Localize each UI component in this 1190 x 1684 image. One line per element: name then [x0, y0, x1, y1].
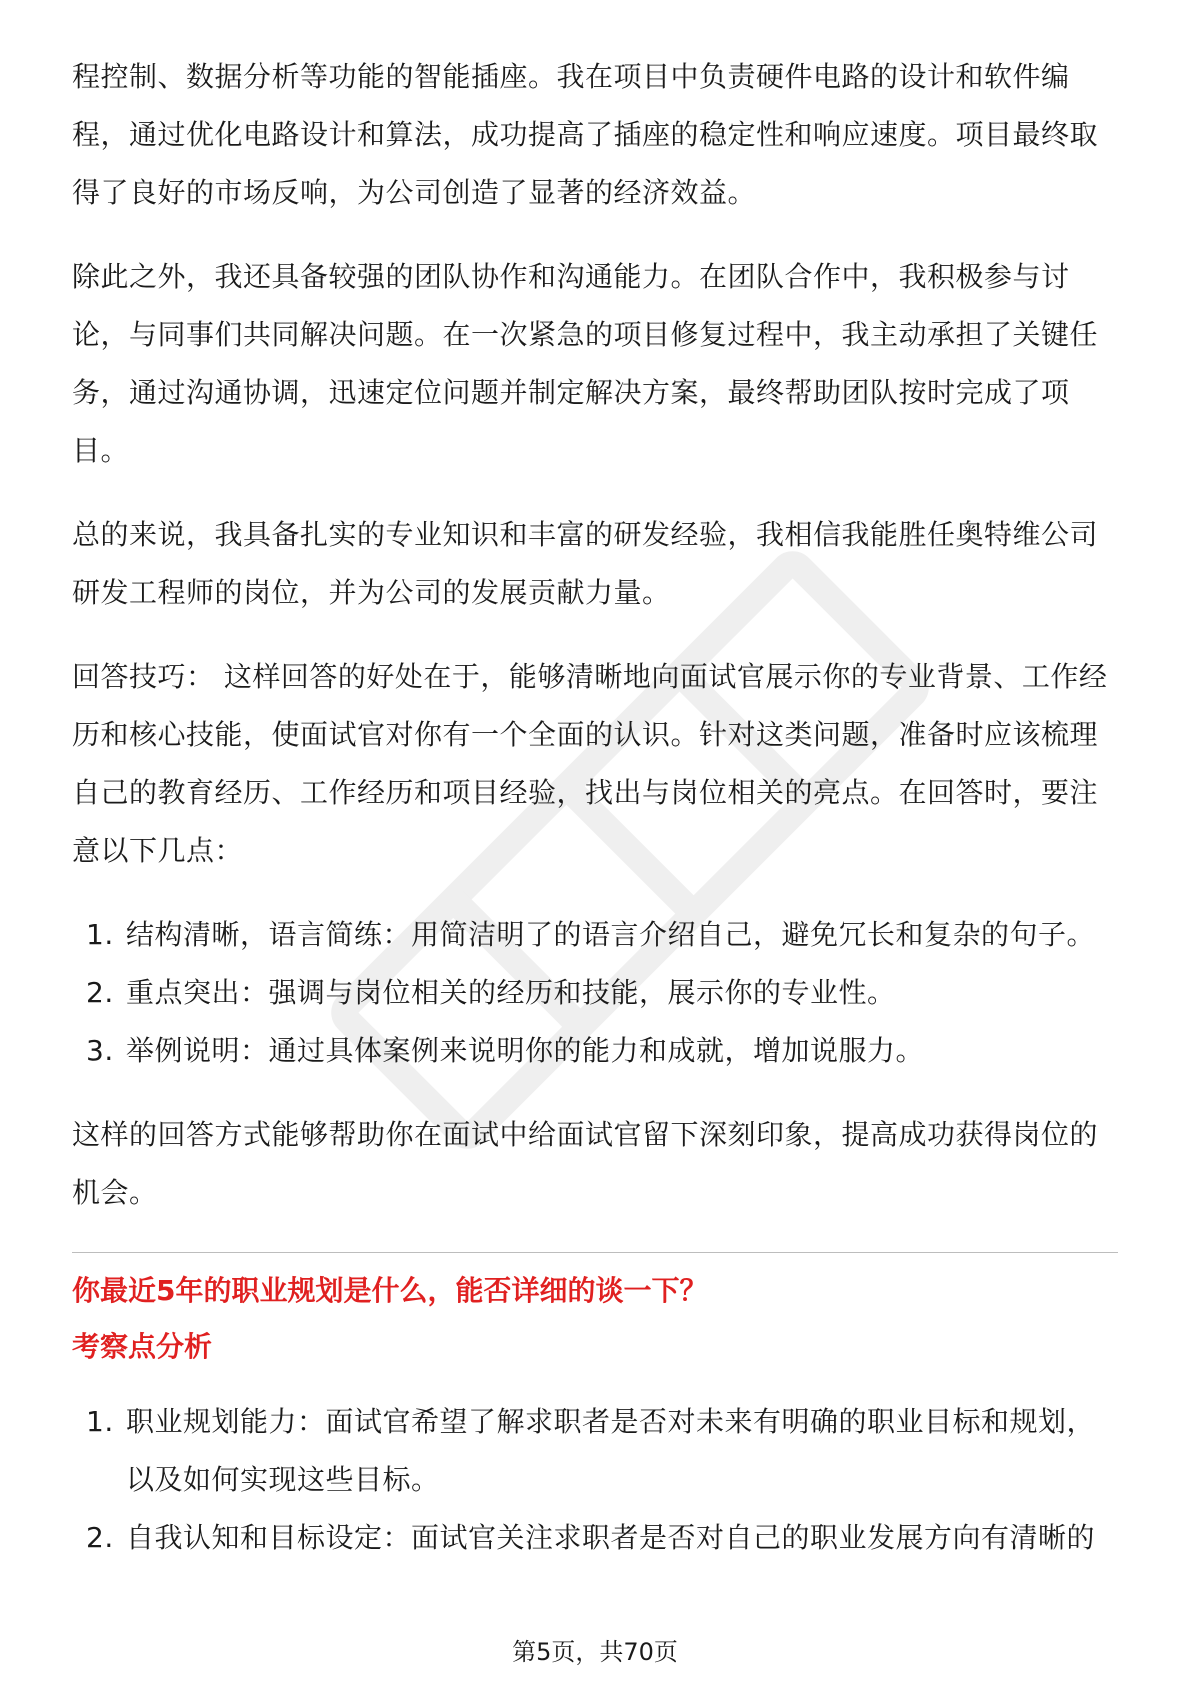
list-item	[72, 1393, 1118, 1509]
list-item	[72, 906, 1118, 964]
list-text: 自我认知和目标设定：面试官关注求职者是否对自己的职业发展方向有清晰的	[126, 1521, 1096, 1554]
list-item	[72, 1509, 1118, 1567]
paragraph-answer-tips: 回答技巧： 这样回答的好处在于，能够清晰地向面试官展示你的专业背景、工作经历和核心技能，使面试官对你有一个全面的认识。针对这类问题，准备时应该梳理自己的教育经历、工作经历和项目经验，找出与岗位相关的亮点。在回答时，要注意以下几点：	[72, 660, 1108, 867]
list-text: 职业规划能力：面试官希望了解求职者是否对未来有明确的职业目标和规划，以及如何实现这些目标。	[126, 1405, 1096, 1496]
list-number: 2.	[86, 1521, 114, 1554]
section-divider	[72, 1252, 1118, 1253]
list-item	[72, 1022, 1118, 1080]
tips-list	[72, 906, 1118, 1080]
paragraph-project: 程控制、数据分析等功能的智能插座。我在项目中负责硬件电路的设计和软件编程，通过优化电路设计和算法，成功提高了插座的稳定性和响应速度。项目最终取得了良好的市场反响，为公司创造了显著的经济效益。	[72, 60, 1099, 209]
list-text: 重点突出：强调与岗位相关的经历和技能，展示你的专业性。	[126, 976, 896, 1009]
list-number: 1.	[86, 1405, 114, 1438]
list-text: 结构清晰，语言简练：用简洁明了的语言介绍自己，避免冗长和复杂的句子。	[126, 918, 1096, 951]
list-number: 2.	[86, 976, 114, 1009]
main-content	[72, 48, 1118, 1593]
paragraph-summary: 总的来说，我具备扎实的专业知识和丰富的研发经验，我相信我能胜任奥特维公司研发工程师的岗位，并为公司的发展贡献力量。	[72, 518, 1099, 609]
question-heading: 你最近5年的职业规划是什么，能否详细的谈一下？	[72, 1274, 708, 1307]
list-text: 举例说明：通过具体案例来说明你的能力和成就，增加说服力。	[126, 1034, 925, 1067]
list-item	[72, 964, 1118, 1022]
list-number: 3.	[86, 1034, 114, 1067]
page-footer: 第5页，共70页	[512, 1638, 678, 1666]
paragraph-closing: 这样的回答方式能够帮助你在面试中给面试官留下深刻印象，提高成功获得岗位的机会。	[72, 1118, 1099, 1209]
paragraph-teamwork: 除此之外，我还具备较强的团队协作和沟通能力。在团队合作中，我积极参与讨论，与同事们共同解决问题。在一次紧急的项目修复过程中，我主动承担了关键任务，通过沟通协调，迅速定位问题并制定解决方案，最终帮助团队按时完成了项目。	[72, 260, 1099, 467]
list-number: 1.	[86, 918, 114, 951]
analysis-heading: 考察点分析	[72, 1330, 213, 1363]
analysis-list	[72, 1393, 1118, 1567]
